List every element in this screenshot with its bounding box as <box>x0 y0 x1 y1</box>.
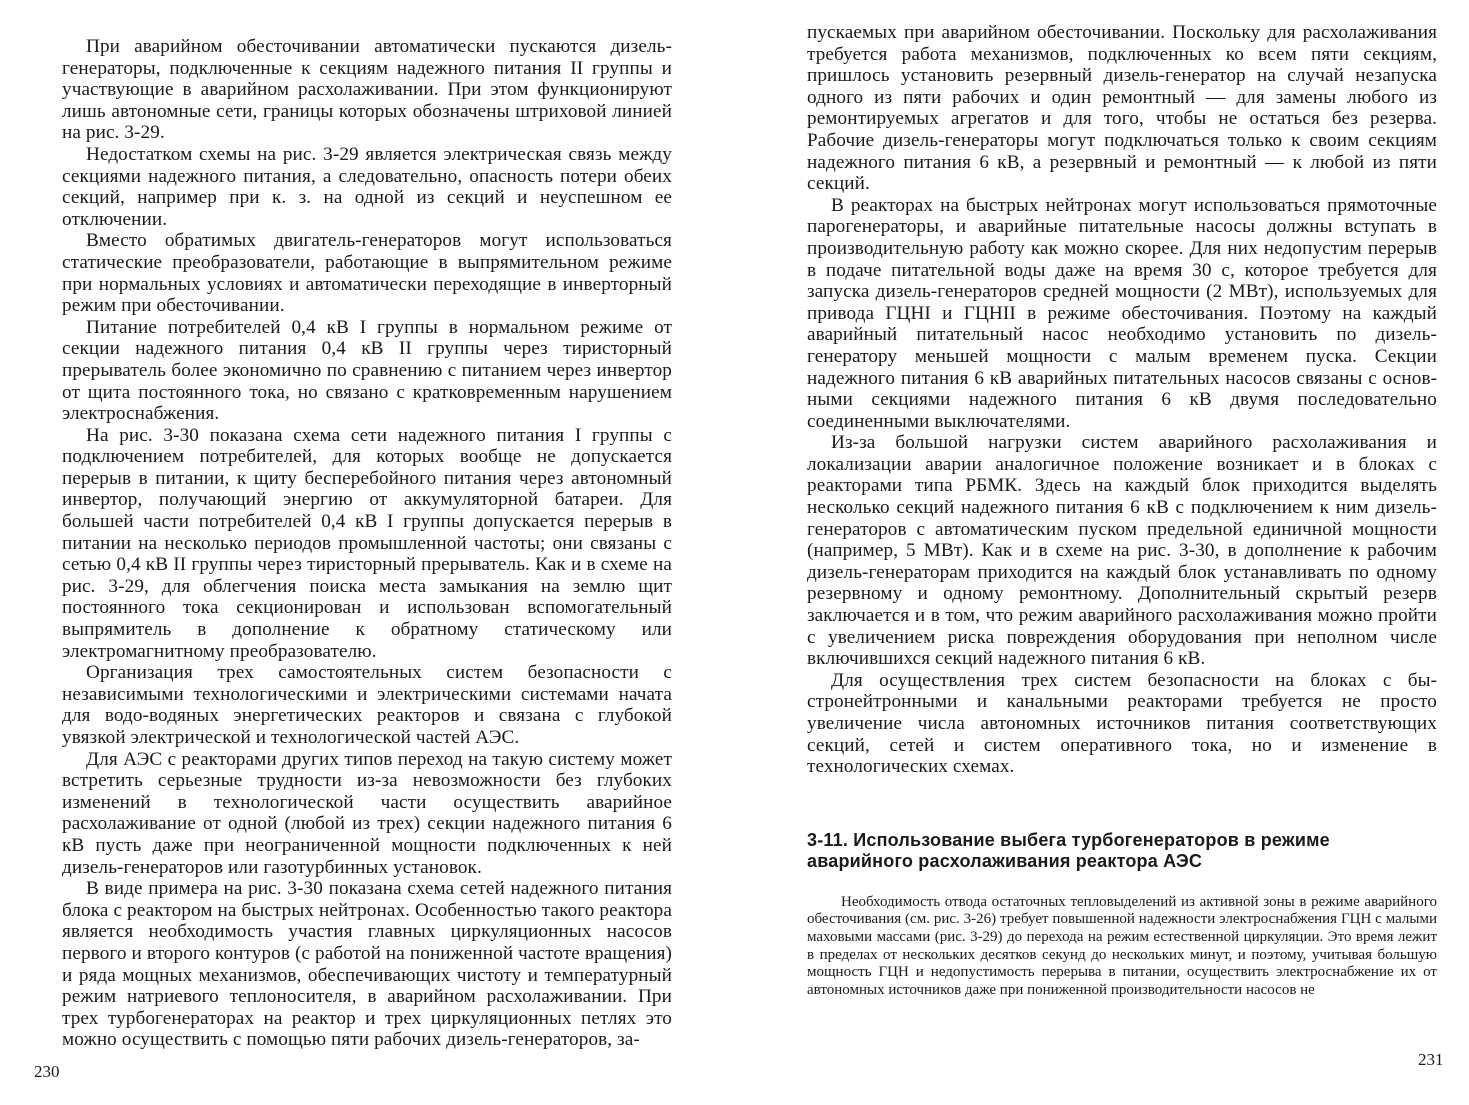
paragraph: В виде примера на рис. 3-30 показана схема сетей надежного питания блока с реактором на быстрых нейтронах. Особенностью такого реактора является необходимость участия главных циркуляционных насосов первого и второго контуров (с работой на пониженной частоте вращения) и ряда мощных механизмов, обеспечивающих чистоту и температурный режим натриевого теплоносителя, в аварийном расхолаживании. При трех турбогенераторах на реактор и трех циркуляционных петлях это можно осуществить с помощью пяти рабочих дизель-генераторов, за- <box>62 878 672 1051</box>
paragraph: При аварийном обесточивании автоматически пускаются дизель-генераторы, подключенные к секциям надежного питания II группы и участвующие в аварийном расхолаживании. При этом функционируют лишь автономные сети, границы которых обозначены штриховой линией на рис. 3-29. <box>62 36 672 144</box>
paragraph: Из-за большой нагрузки систем аварийного расхолаживания и локализации аварии аналогичное положение возникает и в блоках с реакторами типа РБМК. Здесь на каждый блок приходится выделять несколько секций надежного питания 6 кВ с подключением к ним дизель-генераторов с автоматическим пуском предельной единичной мощности (например, 5 МВт). Как и в схеме на рис. 3-30, в дополнение к рабочим дизель-генераторам приходится на каждый блок устанавливать по одному резервному и одному ремонтному. Дополнительный скрытый резерв заключается и в том, что режим аварийного расхолаживания можно пройти с увеличением риска повреждения оборудования при неполном числе включившихся секций надежного питания 6 кВ. <box>807 432 1437 670</box>
small-print-block <box>807 894 1437 1000</box>
left-text-column <box>62 36 672 1051</box>
paragraph: Недостатком схемы на рис. 3-29 является электрическая связь между секциями надежного питания, а следовательно, опасность потери обеих секций, например при к. з. на одной из секций и неуспешном ее отключении. <box>62 143 672 230</box>
paragraph: На рис. 3-30 показана схема сети надежного питания I группы с подключением потребителей, для которых вообще не допускается перерыв в питании, к щиту бесперебойного питания через автономный инвертор, получающий энергию от аккумуляторной батареи. Для большей части потребителей 0,4 кВ I группы допускается перерыв в питании на несколько периодов промышленной частоты; они связаны с сетью 0,4 кВ II группы через тиристорный прерыватель. Как и в схеме на рис. 3-29, для облегчения поиска места замыкания на землю щит постоянного тока секционирован и использован вспомогательный выпрямитель в дополнение к обратному статическому или электромагнитному преобразователю. <box>62 424 672 662</box>
right-page <box>735 0 1469 1105</box>
section-heading: 3-11. Использование выбега турбогенераторов в режиме аварийного расхолаживания реактора АЭС <box>807 829 1330 871</box>
right-text-column <box>807 22 1437 999</box>
paragraph: Организация трех самостоятельных систем безопасности с независимыми технологическими и электрическими системами начата для водо-водяных энергетических реакторов и связана с глубокой увязкой электрической и технологической частей АЭС. <box>62 662 672 748</box>
paragraph: Питание потребителей 0,4 кВ I группы в нормальном режиме от секции надежного питания 0,4 кВ II группы через тиристорный прерыватель более экономично по сравнению с питанием через инвертор от щита постоянного тока, но связано с кратковременным нарушением электроснабжения. <box>62 316 672 425</box>
paragraph: Вместо обратимых двигатель-генераторов могут использоваться статические преобразователи, работающие в выпрямительном режиме при нормальных условиях и автоматически переходящие в инверторный режим при обесточивании. <box>62 230 672 317</box>
paragraph: Для осуществления трех систем безопасности на блоках с быстронейтронными и канальными реакторами требуется не просто увеличение числа автономных источников питания соответствующих секций, сетей и систем оперативного тока, но и изменение в технологических схемах. <box>807 669 1437 778</box>
paragraph: В реакторах на быстрых нейтронах могут использоваться прямоточные парогенераторы, и аварийные питательные насосы должны вступать в производительную работу как можно скорее. Для них недопустим перерыв в подаче питательной воды даже на время 30 с, которое требуется для запуска дизель-генераторов средней мощности (2 МВт), используемых для привода ГЦНI и ГЦНII в режиме обесточивания. Поэтому на каждый аварийный питательный насос необходимо установить по дизель-генератору меньшей мощности с малым временем пуска. Секции надежного питания 6 кВ аварийных питательных насосов связаны с основными секциями надежного питания 6 кВ двумя последовательно соединенными выключателями. <box>807 194 1437 432</box>
page-number-left: 230 <box>34 1062 60 1081</box>
page-number-right: 231 <box>1418 1050 1444 1069</box>
small-paragraph: Необходимость отвода остаточных тепловыделений из активной зоны в режиме аварийного обесточивания (см. рис. 3-26) требует повышенной надежности электроснабжения ГЦН с малыми маховыми массами (рис. 3-29) до перехода на режим естественной циркуляции. Это время лежит в пределах от нескольких десятков секунд до нескольких минут, и поэтому, учитывая большую мощность ГЦН и недопустимость перерыва в питании, осуществить электроснабжение их от автономных источников даже при пониженной производительности насосов не <box>807 893 1437 998</box>
continued-paragraph: пускаемых при аварийном обесточивании. Поскольку для расхолаживания требуется работа механизмов, подключенных ко всем пяти секциям, пришлось установить резервный дизель-генератор на случай незапуска одного из пяти рабочих и один ремонтный — для замены любого из ремонтируемых агрегатов и для того, чтобы не остаться без резерва. Рабочие дизель-генераторы могут подключаться только к своим секциям надежного питания 6 кВ, а резервный и ремонтный — к любой из пяти секций. <box>807 22 1437 195</box>
paragraph: Для АЭС с реакторами других типов переход на такую систему может встретить серьезные трудности из-за невозможности без глубоких изменений в технологической части осуществить аварийное расхолаживание от одной (любой из трех) секции надежного питания 6 кВ пусть даже при неограниченной мощности подключенных к ней дизель-генераторов или газотурбинных установок. <box>62 748 672 878</box>
